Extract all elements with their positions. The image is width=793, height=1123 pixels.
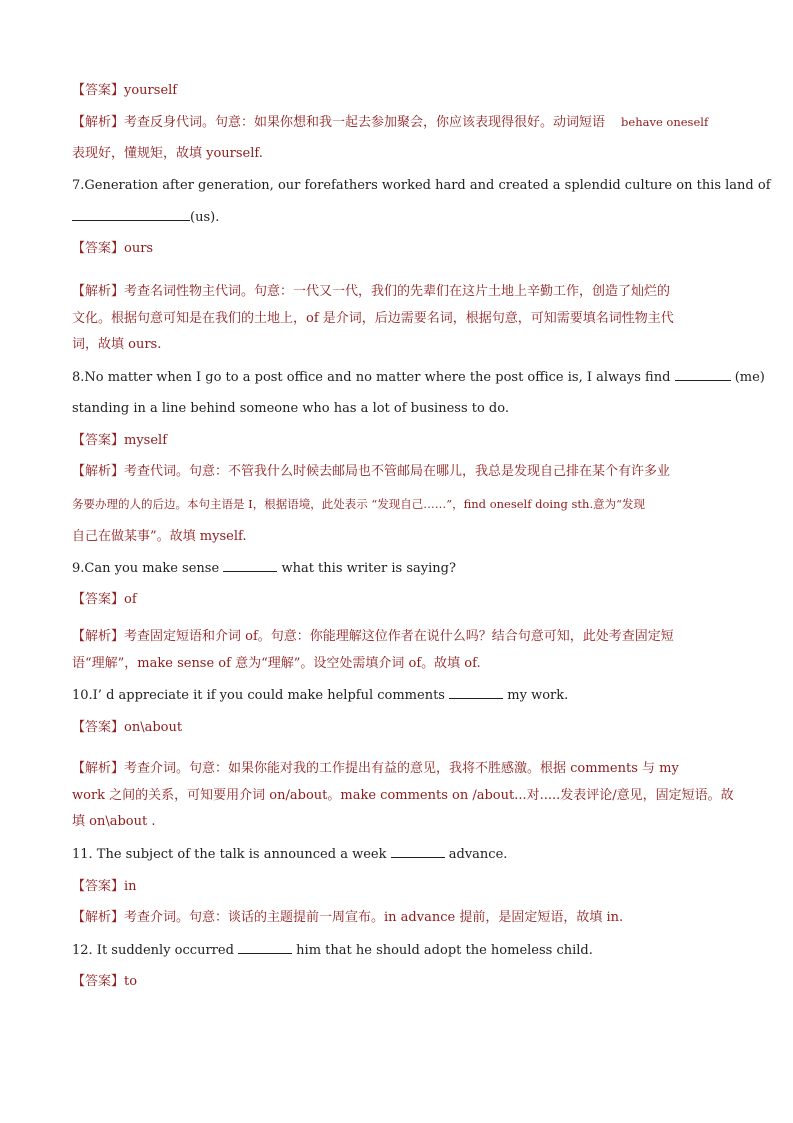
- explanation-10-line-3: 填 on\about .: [72, 814, 156, 829]
- question-text-end: advance.: [448, 847, 508, 862]
- explanation-phrase: behave oneself: [621, 115, 709, 129]
- explanation-tag: 【解析】: [72, 464, 125, 479]
- answer-text: to: [124, 974, 138, 989]
- question-text: 10.I’ d appreciate it if you could make helpful comments: [72, 688, 445, 703]
- explanation-8-line-3: 自己在做某事”。故填 myself.: [72, 529, 247, 544]
- answer-blank: [391, 845, 445, 858]
- question-text-end: him that he should adopt the homeless child.: [296, 943, 593, 958]
- answer-tag: 【答案】: [72, 83, 125, 98]
- question-text: (us).: [190, 210, 220, 225]
- explanation-text: 考查介词。句意：如果你能对我的工作提出有益的意见，我将不胜感激。根据 comments 与 my: [124, 761, 679, 776]
- answer-text: ours: [124, 241, 154, 256]
- question-9: [72, 559, 721, 578]
- question-7-line-2: [72, 208, 721, 227]
- explanation-tag: 【解析】: [72, 761, 125, 776]
- answer-text: yourself: [124, 83, 178, 98]
- answer-tag: 【答案】: [72, 720, 125, 735]
- explanation-6-line-1: [72, 113, 721, 132]
- explanation-text: 考查固定短语和介词 of。句意：你能理解这位作者在说什么吗？结合句意可知，此处考查固定短: [124, 629, 674, 644]
- answer-tag: 【答案】: [72, 974, 125, 989]
- answer-6: [72, 82, 721, 100]
- answer-tag: 【答案】: [72, 592, 125, 607]
- answer-9: [72, 591, 721, 609]
- explanation-tag: 【解析】: [72, 910, 125, 925]
- question-7-line-1: 7.Generation after generation, our forefathers worked hard and created a splendid culture on this land of: [72, 178, 771, 193]
- explanation-7-line-2: 文化。根据句意可知是在我们的土地上，of 是介词，后边需要名词，根据句意，可知需要填名词性物主代: [72, 311, 674, 326]
- explanation-text: 考查名词性物主代词。句意：一代又一代，我们的先辈们在这片土地上辛勤工作，创造了灿烂的: [124, 284, 671, 299]
- explanation-tag: 【解析】: [72, 284, 125, 299]
- explanation-7-line-1: [72, 283, 721, 301]
- explanation-7-line-3: 词，故填 ours.: [72, 337, 162, 352]
- explanation-9-line-2: 语“理解”，make sense of 意为“理解”。设空处需填介词 of。故填 of.: [72, 656, 481, 671]
- answer-blank: [449, 686, 503, 699]
- explanation-text: 考查介词。句意：谈话的主题提前一周宣布。in advance 提前，是固定短语，故填 in.: [124, 910, 624, 925]
- explanation-10-line-1: [72, 760, 721, 778]
- answer-8: [72, 432, 721, 450]
- answer-tag: 【答案】: [72, 879, 125, 894]
- answer-text: on\about: [124, 720, 183, 735]
- explanation-tag: 【解析】: [72, 629, 125, 644]
- explanation-8-line-2: 务要办理的人的后边。本句主语是 I，根据语境，此处表示 “发现自己……”，find oneself doing sth.意为“发现: [72, 497, 645, 511]
- explanation-6-line-2: 表现好，懂规矩，故填 yourself.: [72, 146, 263, 161]
- question-8-line-2: standing in a line behind someone who has a lot of business to do.: [72, 401, 509, 416]
- question-text: 12. It suddenly occurred: [72, 943, 234, 958]
- answer-12: [72, 973, 721, 991]
- question-10: [72, 686, 721, 705]
- answer-text: of: [124, 592, 137, 607]
- answer-blank: [223, 559, 277, 572]
- explanation-10-line-2: work 之间的关系，可知要用介词 on/about。make comments on /about...对.....发表评论/意见，固定短语。故: [72, 788, 734, 803]
- question-12: [72, 941, 721, 960]
- explanation-8-line-1: [72, 463, 721, 481]
- question-hint: (me): [734, 370, 765, 385]
- explanation-tag: 【解析】: [72, 115, 125, 130]
- question-11: [72, 845, 721, 864]
- question-text-end: what this writer is saying?: [281, 561, 456, 576]
- answer-tag: 【答案】: [72, 241, 125, 256]
- explanation-text: 考查反身代词。句意：如果你想和我一起去参加聚会，你应该表现得很好。动词短语: [124, 115, 606, 130]
- answer-blank: [675, 368, 731, 381]
- answer-10: [72, 719, 721, 737]
- answer-text: myself: [124, 433, 168, 448]
- question-text: 11. The subject of the talk is announced a week: [72, 847, 387, 862]
- question-8-line-1: [72, 368, 765, 387]
- answer-blank: [72, 208, 190, 221]
- answer-11: [72, 878, 721, 896]
- explanation-text: 考查代词。句意：不管我什么时候去邮局也不管邮局在哪儿，我总是发现自己排在某个有许多业: [124, 464, 671, 479]
- answer-text: in: [124, 879, 137, 894]
- answer-7: [72, 240, 721, 258]
- answer-blank: [238, 941, 292, 954]
- question-text: 9.Can you make sense: [72, 561, 220, 576]
- question-text-end: my work.: [507, 688, 569, 703]
- question-text: 8.No matter when I go to a post office and no matter where the post office is, I always find: [72, 370, 671, 385]
- explanation-9-line-1: [72, 628, 721, 646]
- answer-tag: 【答案】: [72, 433, 125, 448]
- explanation-11-line-1: [72, 909, 721, 927]
